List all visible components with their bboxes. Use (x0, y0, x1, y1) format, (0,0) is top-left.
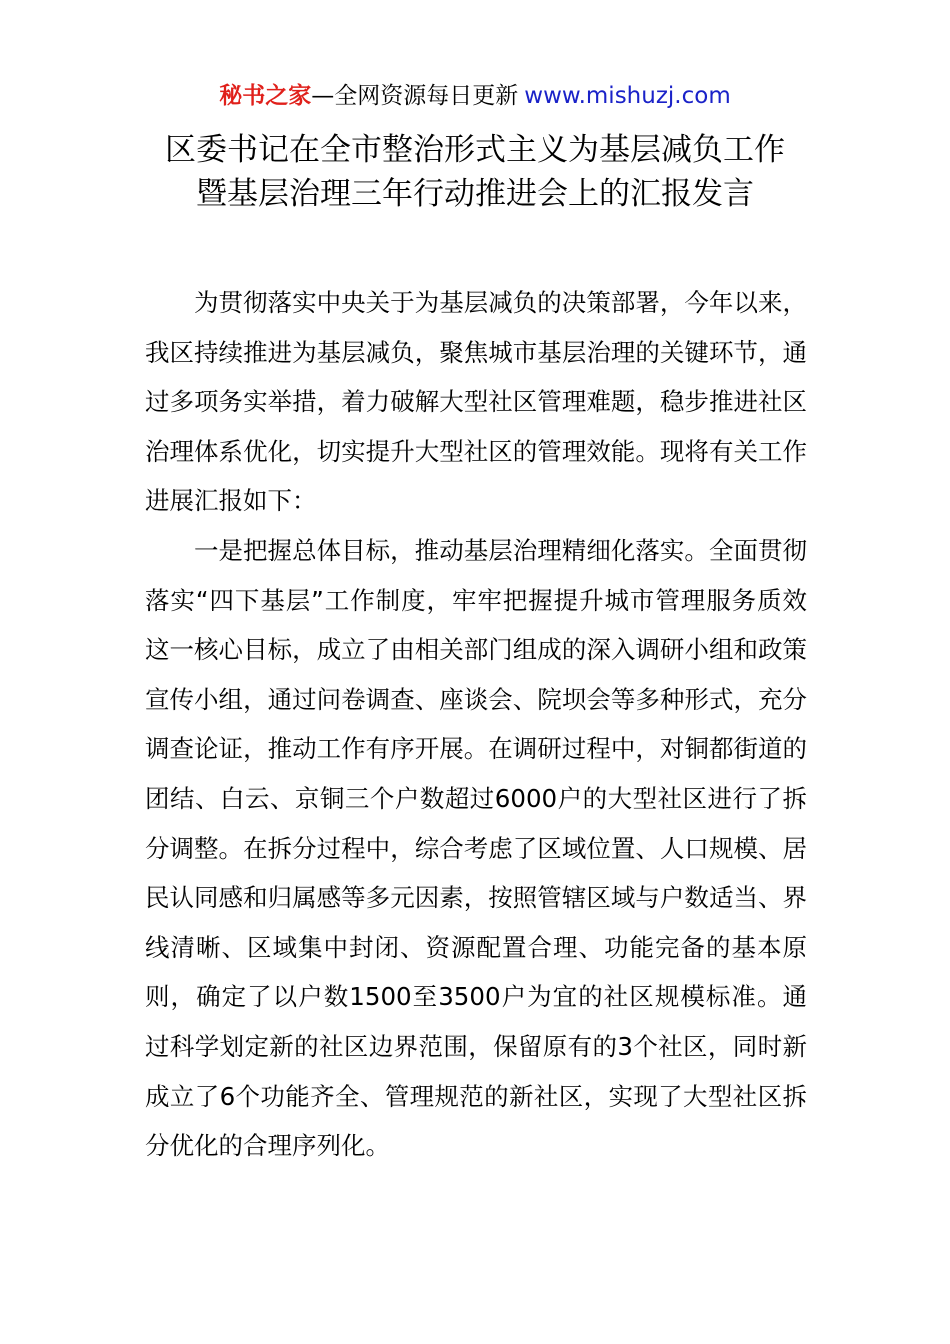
paragraph-intro: 为贯彻落实中央关于为基层减负的决策部署，今年以来，我区持续推进为基层减负，聚焦城市基层治理的关键环节，通过多项务实举措，着力破解大型社区管理难题，稳步推进社区治理体系优化，切实提升大型社区的管理效能。现将有关工作进展汇报如下： (145, 288, 807, 516)
document-title (0, 128, 950, 216)
paragraph-section-one: 一是把握总体目标，推动基层治理精细化落实。全面贯彻落实“四下基层”工作制度，牢牢把握提升城市管理服务质效这一核心目标，成立了由相关部门组成的深入调研小组和政策宣传小组，通过问卷调查、座谈会、院坝会等多种形式，充分调查论证，推动工作有序开展。在调研过程中，对铜都街道的团结、白云、京铜三个户数超过6000户的大型社区进行了拆分调整。在拆分过程中，综合考虑了区域位置、人口规模、居民认同感和归属感等多元因素，按照管辖区域与户数适当、界线清晰、区域集中封闭、资源配置合理、功能完备的基本原则，确定了以户数1500至3500户为宜的社区规模标准。通过科学划定新的社区边界范围，保留原有的3个社区，同时新成立了6个功能齐全、管理规范的新社区，实现了大型社区拆分优化的合理序列化。 (145, 535, 807, 1161)
header-tagline: —全网资源每日更新 (311, 83, 519, 109)
site-url-link[interactable]: www.mishuzj.com (524, 83, 731, 109)
document-body (145, 278, 807, 1171)
brand-name: 秘书之家 (219, 83, 312, 109)
title-line-2: 暨基层治理三年行动推进会上的汇报发言 (196, 176, 754, 212)
site-header (0, 80, 950, 112)
title-line-1: 区委书记在全市整治形式主义为基层减负工作 (165, 132, 785, 168)
